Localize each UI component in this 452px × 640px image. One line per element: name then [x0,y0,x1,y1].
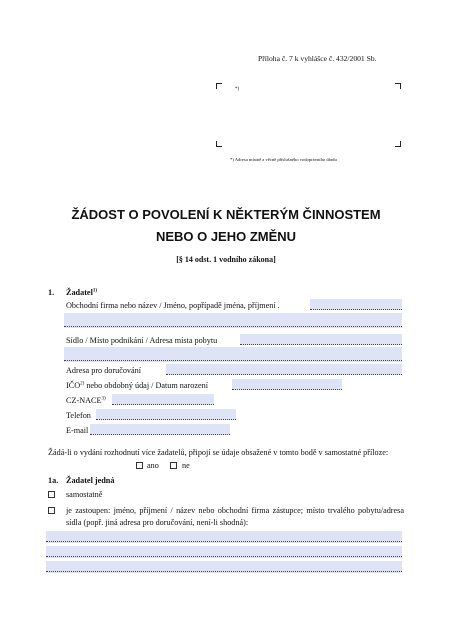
multi-applicants-question: Žádá-li o vydání rozhodnutí více žadatelů, připojí se údaje obsažené v tomto bodě v samostatné příloze: [48,448,389,457]
address-box-mark: *) [235,87,240,92]
address-box-corner-br [395,141,401,147]
representative-dots-2 [46,556,402,557]
ico-dots [232,389,342,390]
name-dots-2 [64,326,402,327]
nace-label: CZ-NACE$^{3)}$ [66,396,106,405]
multi-applicants-no-label: ne [182,461,190,470]
multi-applicants-yes-label: ano [147,461,159,470]
ico-label: IČO$^{2)}$ nebo obdobný údaj / Datum narození [66,381,208,390]
address-box-corner-tr [395,83,401,89]
represented-checkbox[interactable] [48,507,55,514]
represented-label: je zastoupen: jméno, příjmení / název nebo obchodní firma zástupce; místo trvalého pobytu/adresa sídla (popř. jiná adresa pro doručování, není-li shodná): [66,506,404,527]
section1-heading: Žadatel$^{1)}$ [66,288,98,297]
annex-reference: Příloha č. 7 k vyhlášce č. 432/2001 Sb. [258,54,377,63]
address-box-corner-tl [216,83,222,89]
section1a-heading: Žadatel jedná [66,476,115,485]
section1-number: 1. [48,288,55,297]
phone-dots [96,419,236,420]
seat-dots-2 [64,360,402,361]
multi-applicants-yes-checkbox[interactable] [136,462,143,469]
email-label: E-mail [66,426,89,435]
seat-label: Sídlo / Místo podnikání / Adresa místa pobytu [66,336,218,345]
nace-dots [112,404,214,405]
address-box-corner-bl [216,141,222,147]
section1a-number: 1a. [48,476,59,485]
delivery-dots [166,374,402,375]
legal-reference: [§ 14 odst. 1 vodního zákona] [176,255,276,264]
phone-label: Telefon [66,411,91,420]
acts-self-label: samostatně [66,490,103,499]
name-label: Obchodní firma nebo název / Jméno, popřípadě jména, příjmení . [66,301,280,310]
address-box-note: *) Adresa místně a věcně příslušného vodoprávního úřadu [230,157,337,162]
representative-dots-3 [46,571,402,572]
email-dots [90,434,230,435]
acts-self-checkbox[interactable] [48,491,55,498]
form-title-line2: NEBO O JEHO ZMĚNU [155,229,297,244]
delivery-label: Adresa pro doručování [66,366,142,375]
seat-dots [240,344,402,345]
name-dots [310,309,402,310]
representative-dots-1 [46,541,402,542]
multi-applicants-no-checkbox[interactable] [170,462,177,469]
form-title-line1: ŽÁDOST O POVOLENÍ K NĚKTERÝM ČINNOSTEM [71,207,381,222]
